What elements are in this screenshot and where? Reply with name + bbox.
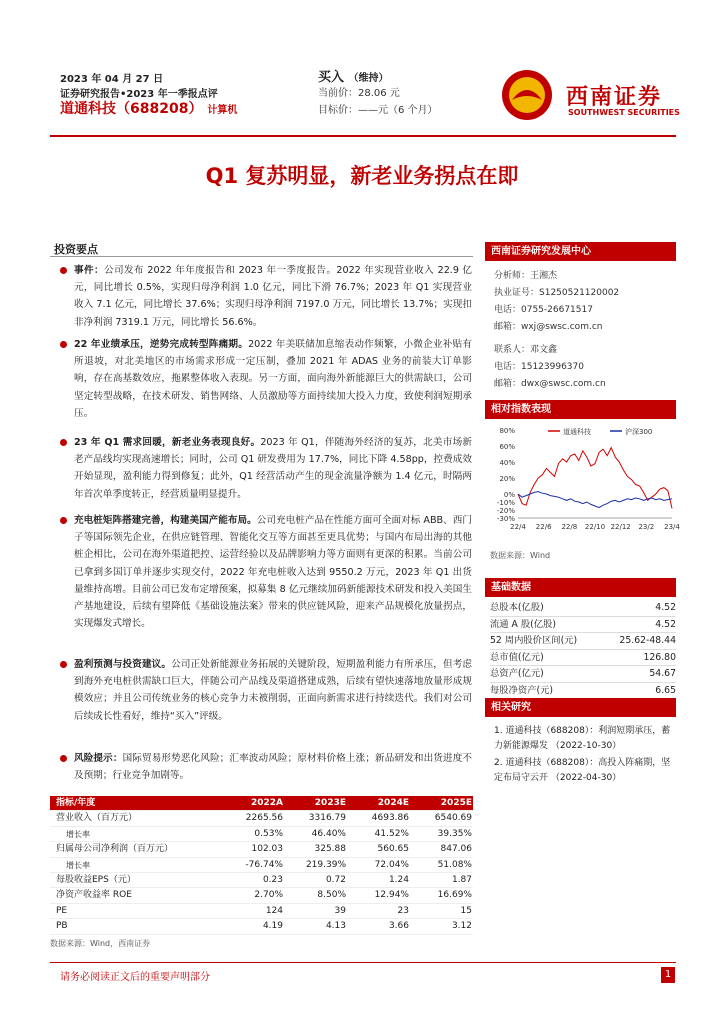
para-event	[60, 262, 472, 331]
license: 执业证号：S1250521120002	[494, 288, 620, 298]
table-cell: 41.52%	[374, 828, 409, 839]
table-cell: 39	[334, 905, 346, 916]
para-lead: 事件：	[74, 265, 104, 276]
table-cell: 3316.79	[308, 813, 346, 824]
basic-key: 总市值(亿元)	[490, 651, 544, 663]
phone: 电话：15123996370	[494, 362, 584, 372]
y-tick-label: -10%	[496, 499, 515, 507]
basic-row	[490, 633, 676, 650]
table-header-cell: 2023E	[314, 798, 346, 808]
x-tick-label: 23/4	[664, 523, 680, 531]
para-text: 公司发布 2022 年年度报告和 2023 年一季度报告。2022 年实现营业收入 22.9 亿元，同比增长 0.5%，实现归母净利润 1.0 亿元，同比下滑 76.7%；2023 年 Q1 实现营业收入 7.1 亿元，同比增长 37.6%；实现归母净利润 7197.0 万元，同比增长 13.7%；实现扣非净利润 7319.1 万元，同比增长 56.6%。	[74, 265, 472, 328]
table-row	[50, 811, 473, 826]
table-source: 数据来源：Wind，西南证券	[50, 938, 151, 948]
basic-data-table	[490, 600, 676, 699]
table-header-cell: 2024E	[377, 798, 409, 808]
table-cell: 3.66	[388, 921, 409, 932]
basic-row	[490, 650, 676, 667]
bullet-icon	[60, 517, 67, 524]
table-cell: 2.70%	[254, 890, 283, 901]
para-2022	[60, 336, 472, 422]
email[interactable]: 邮箱：wxj@swsc.com.cn	[494, 322, 603, 332]
bullet-icon	[60, 755, 67, 762]
table-cell: 4693.86	[371, 813, 409, 824]
table-header	[50, 796, 473, 811]
table-cell: 0.53%	[254, 828, 283, 839]
table-row	[50, 858, 473, 873]
para-forecast	[60, 656, 472, 725]
footer-disclaimer[interactable]: 请务必阅读正文后的重要声明部分	[60, 972, 210, 983]
table-row	[50, 842, 473, 857]
y-tick-label: 80%	[499, 427, 515, 435]
table-cell: 15	[460, 905, 472, 916]
phone: 电话：0755-26671517	[494, 305, 593, 315]
para-lead: 充电桩矩阵搭建完善，构建美国产能布局。	[74, 515, 257, 526]
para-lead: 风险提示：	[74, 753, 123, 764]
x-tick-label: 22/10	[584, 523, 606, 531]
analyst-info	[494, 268, 619, 393]
table-cell: 4.19	[262, 921, 283, 932]
section-title: 投资要点	[54, 243, 98, 256]
basic-key: 每股净资产(元)	[490, 684, 554, 696]
table-header-cell: 2025E	[440, 798, 472, 808]
table-cell: 8.50%	[317, 890, 346, 901]
analyst: 分析师：王湘杰	[494, 271, 558, 281]
table-cell: 124	[265, 905, 283, 916]
bullet-icon	[60, 341, 67, 348]
table-row	[50, 919, 473, 934]
para-text: 国际贸易形势恶化风险；汇率波动风险；原材料价格上涨；新品研发和出货进度不及预期；行业竞争加剧等。	[74, 753, 473, 782]
footer-divider	[50, 962, 676, 963]
row-label: 增长率	[66, 860, 90, 870]
basic-key: 总资产(亿元)	[490, 668, 544, 679]
basic-row	[490, 617, 676, 634]
basic-value: 126.80	[643, 651, 676, 663]
table-cell: 0.23	[262, 874, 283, 885]
table-cell: 3.12	[451, 921, 472, 932]
row-label: 营业收入（百万元）	[56, 813, 138, 824]
para-risk	[60, 750, 472, 784]
para-lead: 23 年 Q1 需求回暖，新老业务表现良好。	[74, 437, 261, 448]
row-label: 净资产收益率 ROE	[56, 890, 132, 901]
logo-name: 西南证券	[566, 85, 663, 110]
para-text: 2022 年美联储加息缩表动作频繁，小微企业补贴有所退坡，对北美地区的市场需求形成一定压制，叠加 2021 年 ADAS 业务的前装大订单影响，存在高基数效应，拖累整体收入表现。另一方面，面向海外新能源巨大的供需缺口，公司坚定转型战略，在技术研发、销售网络、人员激励等方面持续加大投入力度，致使利润短期承压。	[74, 339, 472, 419]
table-cell: 102.03	[251, 844, 283, 855]
basic-key: 流通 A 股(亿股)	[490, 618, 557, 630]
x-tick-label: 22/4	[510, 523, 526, 531]
related-item[interactable]: 2. 道通科技（688208）：高投入阵痛期，坚定布局守云开 （2022-04-30）	[494, 758, 671, 783]
table-cell: 847.06	[440, 844, 472, 855]
table-cell: -76.74%	[245, 859, 283, 870]
table-cell: 0.72	[325, 874, 346, 885]
bullet-icon	[60, 267, 67, 274]
table-row	[50, 827, 473, 842]
table-cell: 23	[397, 905, 409, 916]
table-cell: 51.08%	[437, 859, 472, 870]
page-number: 1	[661, 967, 675, 983]
table-body	[50, 811, 473, 934]
report-date: 2023 年 04 月 27 日	[60, 74, 164, 85]
x-tick-label: 22/6	[535, 523, 552, 531]
table-cell: 4.13	[325, 921, 346, 932]
table-cell: 72.04%	[374, 859, 409, 870]
basic-row	[490, 600, 676, 617]
para-text: 公司正处新能源业务拓展的关键阶段，短期盈利能力有所承压，但考虑到海外充电桩供需缺口巨大，伴随公司产品线及渠道搭建成熟，后续有望快速落地放量形成规模效应；并且公司传统业务的核心竞争力未被削弱，正面向新需求进行持续迭代。我们对公司后续成长性看好，维持“买入”评级。	[74, 659, 473, 722]
y-tick-label: -20%	[496, 507, 515, 515]
research-center-title: 西南证券研究发展中心	[485, 242, 676, 261]
y-tick-label: 0%	[503, 491, 515, 499]
table-cell: 6540.69	[434, 813, 472, 824]
section-divider	[50, 256, 473, 257]
legend-label: 沪深300	[625, 428, 653, 436]
y-tick-label: 60%	[499, 443, 515, 451]
bullet-icon	[60, 439, 67, 446]
basic-value: 54.67	[649, 668, 676, 679]
related-research-title: 相关研究	[485, 698, 676, 717]
row-label: 增长率	[66, 829, 90, 839]
header-divider	[50, 135, 676, 137]
table-header-cell: 2022A	[250, 798, 283, 808]
basic-row	[490, 666, 676, 683]
basic-row	[490, 683, 676, 700]
x-tick-label: 22/8	[561, 523, 578, 531]
para-text: 2023 年 Q1，伴随海外经济的复苏，北美市场新老产品线均实现高速增长；同时，公司 Q1 研发费用为 17.7%，同比下降 4.58pp，控费成效开始显现，盈利能力得到修复；此外，Q1 经营活动产生的现金流量净额为 1.4 亿元，时隔两年首次单季度转正，经营质量明显提升。	[74, 437, 473, 500]
basic-value: 4.52	[655, 602, 676, 613]
header-left	[60, 72, 237, 118]
para-charging	[60, 512, 472, 632]
basic-data-title: 基础数据	[485, 578, 676, 597]
table-cell: 46.40%	[311, 828, 346, 839]
related-item[interactable]: 1. 道通科技（688208）：利润短期承压，蓄力新能源爆发 （2022-10-30）	[494, 726, 671, 751]
table-row	[50, 873, 473, 888]
contact: 联系人：邓文鑫	[494, 345, 558, 355]
y-tick-label: 20%	[499, 475, 515, 483]
para-lead: 盈利预测与投资建议。	[74, 659, 172, 670]
relative-index-chart	[488, 424, 678, 544]
table-cell: 325.88	[314, 844, 346, 855]
para-text: 公司充电桩产品在性能方面可全面对标 ABB、西门子等国际领先企业，在供应链管理、智能化交互等方面甚至更具优势；与国内布局出海的其他桩企相比，公司在海外渠道把控、运营经验以及品牌影响力等方面则有更深的积累。当前公司已拿到多国订单并逐步实现交付，2022 年充电桩收入达到 9550.2 万元，2023 年 Q1 出货量维持高增。目前公司已发布定增预案，拟募集 8 亿元继续加码新能源技术研发和投入美国生产基地建设，后续有望降低《基础设施法案》带来的供应链风险，迎来产品规模化放量拐点，实现爆发式增长。	[74, 515, 473, 630]
rating	[318, 66, 438, 85]
bullet-icon	[60, 661, 67, 668]
report-title: Q1 复苏明显，新老业务拐点在即	[205, 164, 519, 188]
financial-table	[50, 796, 473, 949]
chart-source: 数据来源：Wind	[490, 551, 551, 560]
basic-value: 25.62-48.44	[619, 635, 676, 646]
para-q1	[60, 434, 472, 503]
table-cell: 2265.56	[245, 813, 283, 824]
x-tick-label: 22/12	[610, 523, 631, 531]
basic-value: 4.52	[655, 618, 676, 630]
rating-block	[318, 66, 438, 119]
rating-label: 买入	[318, 70, 345, 85]
table-cell: 16.69%	[437, 890, 472, 901]
row-label: 归属母公司净利润（百万元）	[56, 844, 174, 855]
current-price: 当前价：28.06 元	[318, 88, 400, 99]
row-label: PB	[56, 921, 68, 932]
email[interactable]: 邮箱：dwx@swsc.com.cn	[494, 379, 606, 389]
table-row	[50, 888, 473, 903]
basic-key: 总股本(亿股)	[490, 602, 544, 613]
rating-status: （维持）	[348, 73, 389, 84]
row-label: 每股收益EPS（元）	[56, 874, 136, 885]
y-tick-label: 40%	[499, 459, 515, 467]
row-label: PE	[56, 905, 68, 916]
industry: 计算机	[207, 105, 238, 116]
x-tick-label: 23/2	[638, 523, 655, 531]
table-cell: 560.65	[377, 844, 409, 855]
y-tick-label: -30%	[496, 515, 515, 523]
table-cell: 219.39%	[305, 859, 346, 870]
table-row	[50, 904, 473, 919]
company-line	[60, 102, 237, 118]
para-lead: 22 年业绩承压，逆势完成转型阵痛期。	[74, 339, 249, 350]
report-type: 证券研究报告•2023 年一季报点评	[60, 89, 218, 100]
logo-subtitle: SOUTHWEST SECURITIES	[568, 108, 680, 117]
table-cell: 1.24	[388, 874, 409, 885]
table-cell: 1.87	[451, 874, 472, 885]
index-title: 相对指数表现	[485, 400, 676, 419]
target-price: 目标价：——元（6 个月）	[318, 105, 438, 116]
basic-value: 6.65	[655, 684, 676, 696]
table-cell: 12.94%	[374, 890, 409, 901]
company-name: 道通科技（688208）	[60, 101, 203, 117]
legend-label: 道通科技	[563, 428, 591, 436]
table-cell: 39.35%	[437, 828, 472, 839]
series-line-0	[518, 448, 672, 509]
basic-key: 52 周内股价区间(元)	[490, 635, 578, 646]
table-header-cell: 指标/年度	[56, 798, 96, 808]
